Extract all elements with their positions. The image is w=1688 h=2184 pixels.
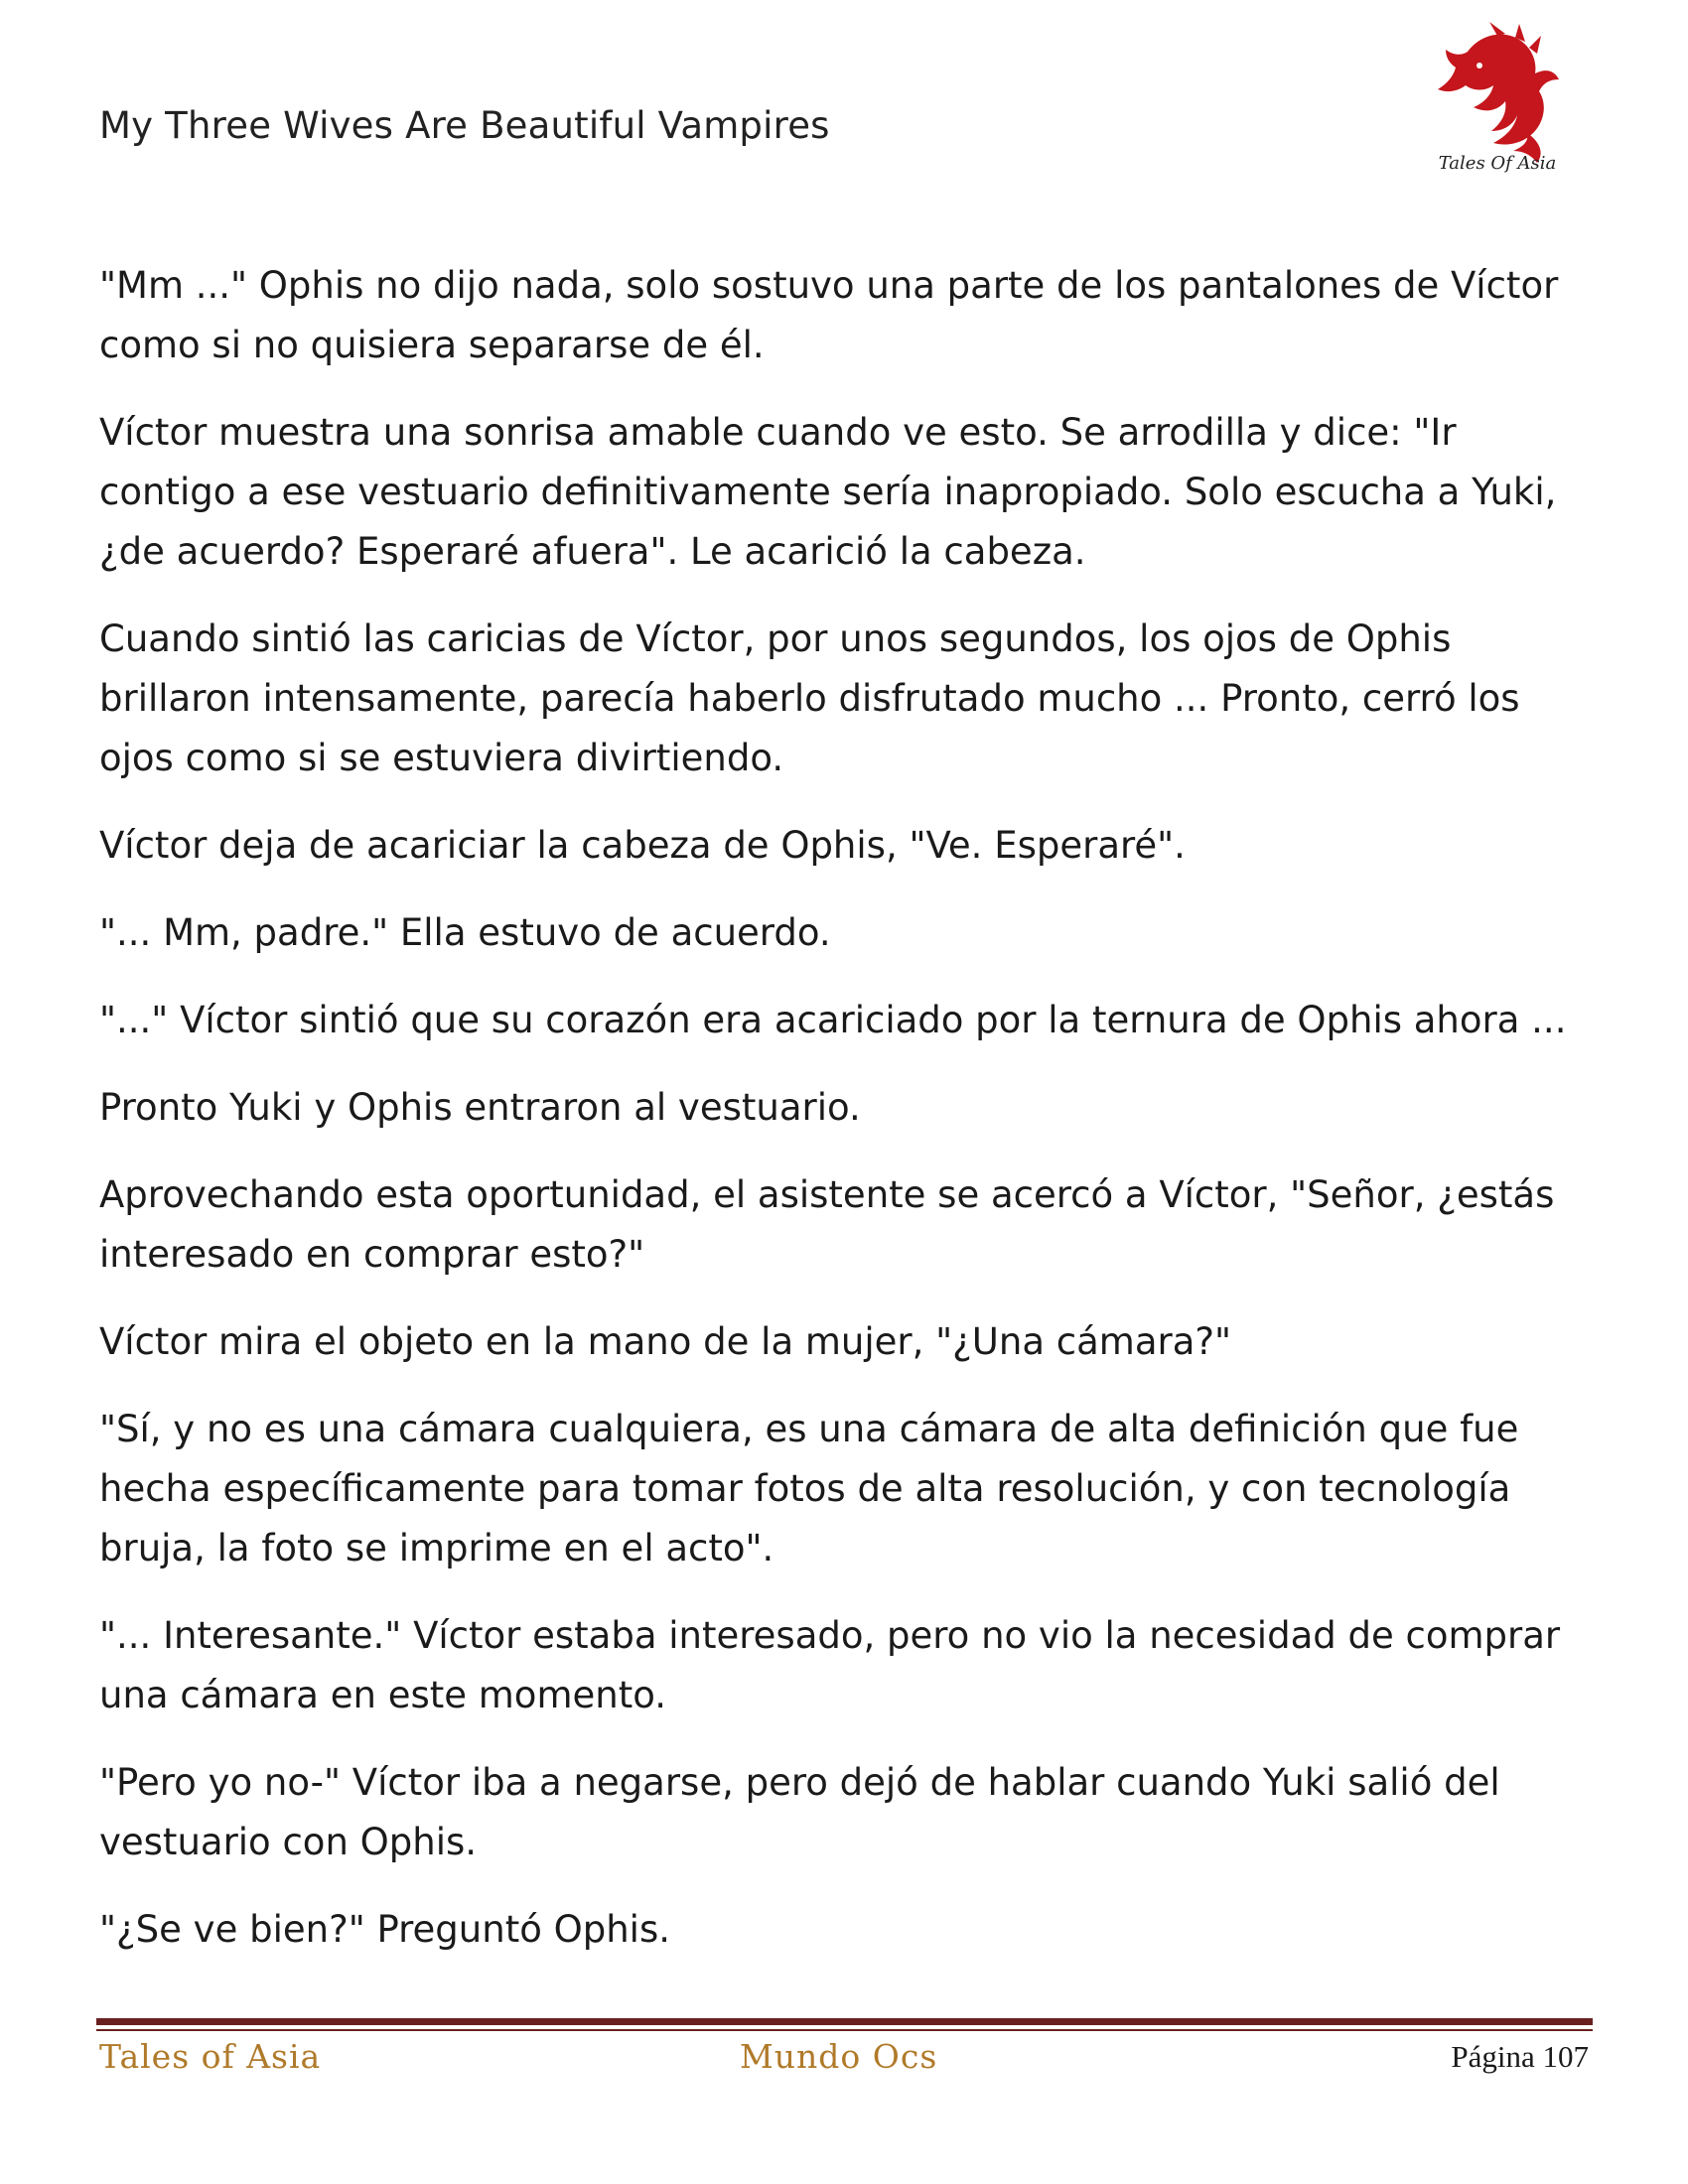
paragraph: "Mm ..." Ophis no dijo nada, solo sostuvo una parte de los pantalones de Víctor como si no quisiera separarse de él. — [99, 264, 1559, 366]
paragraph: "¿Se ve bien?" Preguntó Ophis. — [99, 1908, 670, 1951]
paragraph: Víctor muestra una sonrisa amable cuando ve esto. Se arrodilla y dice: "Ir contigo a ese vestuario definitivamente sería inapropiado. Solo escucha a Yuki, ¿de acuerdo? Esperaré afuera". Le acarició la cabeza. — [99, 411, 1557, 573]
document-body — [99, 256, 1589, 1987]
footer-site-name: Tales of Asia — [99, 2037, 322, 2076]
page-number: Página 107 — [1451, 2039, 1589, 2074]
paragraph: Cuando sintió las caricias de Víctor, por unos segundos, los ojos de Ophis brillaron intensamente, parecía haberlo disfrutado mucho ... Pronto, cerró los ojos como si se estuviera divirtiendo. — [99, 617, 1520, 779]
paragraph: "Sí, y no es una cámara cualquiera, es una cámara de alta definición que fue hecha específicamente para tomar fotos de alta resolución, y con tecnología bruja, la foto se imprime en el acto". — [99, 1408, 1519, 1570]
logo-text: Tales Of Asia — [1438, 153, 1557, 174]
paragraph: Pronto Yuki y Ophis entraron al vestuario. — [99, 1086, 861, 1129]
paragraph: "Pero yo no-" Víctor iba a negarse, pero dejó de hablar cuando Yuki salió del vestuario con Ophis. — [99, 1761, 1500, 1863]
footer-section-name: Mundo Ocs — [740, 2037, 938, 2076]
paragraph: "..." Víctor sintió que su corazón era acariciado por la ternura de Ophis ahora ... — [99, 999, 1567, 1041]
paragraph: Víctor mira el objeto en la mano de la mujer, "¿Una cámara?" — [99, 1320, 1232, 1363]
paragraph: Aprovechando esta oportunidad, el asistente se acercó a Víctor, "Señor, ¿estás interesado en comprar esto?" — [99, 1173, 1555, 1276]
footer-divider-thin — [96, 2029, 1593, 2031]
paragraph: "... Mm, padre." Ella estuvo de acuerdo. — [99, 911, 831, 954]
page-title: My Three Wives Are Beautiful Vampires — [99, 104, 830, 147]
footer-divider — [96, 2018, 1593, 2025]
paragraph: Víctor deja de acariciar la cabeza de Ophis, "Ve. Esperaré". — [99, 824, 1186, 867]
tales-of-asia-logo — [1428, 22, 1567, 181]
paragraph: "... Interesante." Víctor estaba interesado, pero no vio la necesidad de comprar una cámara en este momento. — [99, 1614, 1561, 1716]
